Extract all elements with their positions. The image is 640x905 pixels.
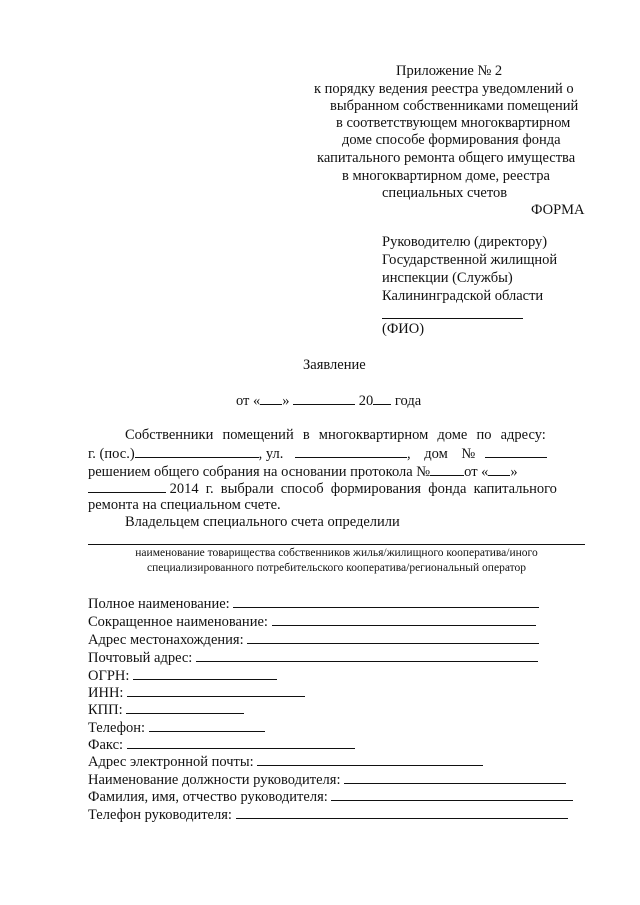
street-blank[interactable] (295, 444, 407, 458)
field-location-address (88, 630, 539, 648)
date-year: 20 (358, 393, 374, 409)
form-label: ФОРМА (531, 202, 585, 218)
field-blank[interactable] (331, 787, 573, 801)
owner-name-line (88, 544, 585, 545)
field-label: Полное наименование: (88, 596, 230, 612)
field-label: Факс: (88, 737, 124, 753)
protocol-number-blank[interactable] (430, 462, 464, 476)
field-blank[interactable] (236, 805, 568, 819)
date-prefix: от « (236, 393, 261, 409)
appendix-line-1: к порядку ведения реестра уведомлений о (314, 81, 574, 97)
city-label: г. (пос.) (88, 446, 135, 462)
field-fax (88, 735, 355, 753)
protocol-date-label: от « (464, 464, 489, 480)
owner-caption-2: специализированного потребительского кооператива/региональный оператор (146, 562, 526, 574)
appendix-line-7: специальных счетов (382, 185, 508, 201)
field-label: ОГРН: (88, 668, 130, 684)
house-blank[interactable] (485, 444, 547, 458)
fio-signature-line (382, 318, 523, 319)
date-year-blank (373, 391, 391, 405)
field-label: Сокращенное наименование: (88, 614, 268, 630)
addressee-line-4: Калининградской области (382, 288, 544, 304)
body-line-3 (88, 462, 518, 480)
field-phone (88, 718, 265, 736)
field-blank[interactable] (126, 700, 244, 714)
field-head-phone (88, 805, 568, 823)
body-line-1: Собственники помещений в многоквартирном доме по адресу: (125, 427, 546, 443)
body-line-5: ремонта на специальном счете. (88, 497, 281, 513)
field-blank[interactable] (272, 612, 536, 626)
year-chosen-text: 2014 г. выбрали способ формирования фонда капитального (169, 481, 557, 497)
field-ogrn (88, 666, 277, 684)
owner-line: Владельцем специального счета определили (125, 514, 400, 530)
city-blank[interactable] (135, 444, 259, 458)
field-label: Телефон: (88, 720, 146, 736)
field-blank[interactable] (247, 630, 539, 644)
protocol-date-close: » (510, 464, 518, 480)
field-label: Адрес местонахождения: (88, 632, 244, 648)
appendix-line-2: выбранном собственниками помещений (330, 98, 579, 114)
field-blank[interactable] (133, 666, 277, 680)
statement-title: Заявление (303, 357, 366, 373)
field-inn (88, 683, 305, 701)
protocol-month-blank[interactable] (88, 479, 166, 493)
field-label: Наименование должности руководителя: (88, 772, 341, 788)
field-full-name (88, 594, 539, 612)
field-label: КПП: (88, 702, 123, 718)
owner-caption-1: наименование товарищества собственников жилья/жилищного кооператива/иного (135, 547, 538, 559)
field-blank[interactable] (149, 718, 265, 732)
statement-date-line (236, 391, 421, 409)
field-kpp (88, 700, 244, 718)
addressee-line-1: Руководителю (директору) (382, 234, 548, 250)
field-head-name (88, 787, 573, 805)
field-blank[interactable] (127, 735, 355, 749)
field-label: Фамилия, имя, отчество руководителя: (88, 789, 328, 805)
date-day-blank (260, 391, 282, 405)
field-postal-address (88, 648, 538, 666)
field-label: Почтовый адрес: (88, 650, 193, 666)
appendix-line-6: в многоквартирном доме, реестра (342, 168, 550, 184)
field-short-name (88, 612, 536, 630)
field-label: Адрес электронной почты: (88, 754, 254, 770)
appendix-line-3: в соответствующем многоквартирном (336, 115, 571, 131)
date-mid: » (282, 393, 290, 409)
protocol-label: решением общего собрания на основании протокола № (88, 464, 431, 480)
addressee-line-2: Государственной жилищной (382, 252, 558, 268)
field-label: ИНН: (88, 685, 124, 701)
field-email (88, 752, 483, 770)
field-head-position (88, 770, 566, 788)
fio-label: (ФИО) (382, 321, 425, 337)
field-blank[interactable] (196, 648, 538, 662)
body-line-4 (88, 479, 557, 497)
field-blank[interactable] (127, 683, 305, 697)
appendix-line-4: доме способе формирования фонда (342, 132, 561, 148)
date-month-blank (293, 391, 355, 405)
body-line-2 (88, 444, 547, 462)
house-label: , дом № (407, 446, 476, 462)
field-blank[interactable] (344, 770, 566, 784)
date-suffix: года (394, 393, 422, 409)
field-blank[interactable] (257, 752, 483, 766)
field-label: Телефон руководителя: (88, 807, 232, 823)
protocol-day-blank[interactable] (488, 462, 510, 476)
street-label: , ул. (258, 446, 284, 462)
appendix-title: Приложение № 2 (396, 63, 503, 79)
field-blank[interactable] (233, 594, 539, 608)
appendix-line-5: капитального ремонта общего имущества (317, 150, 576, 166)
addressee-line-3: инспекции (Службы) (382, 270, 513, 286)
